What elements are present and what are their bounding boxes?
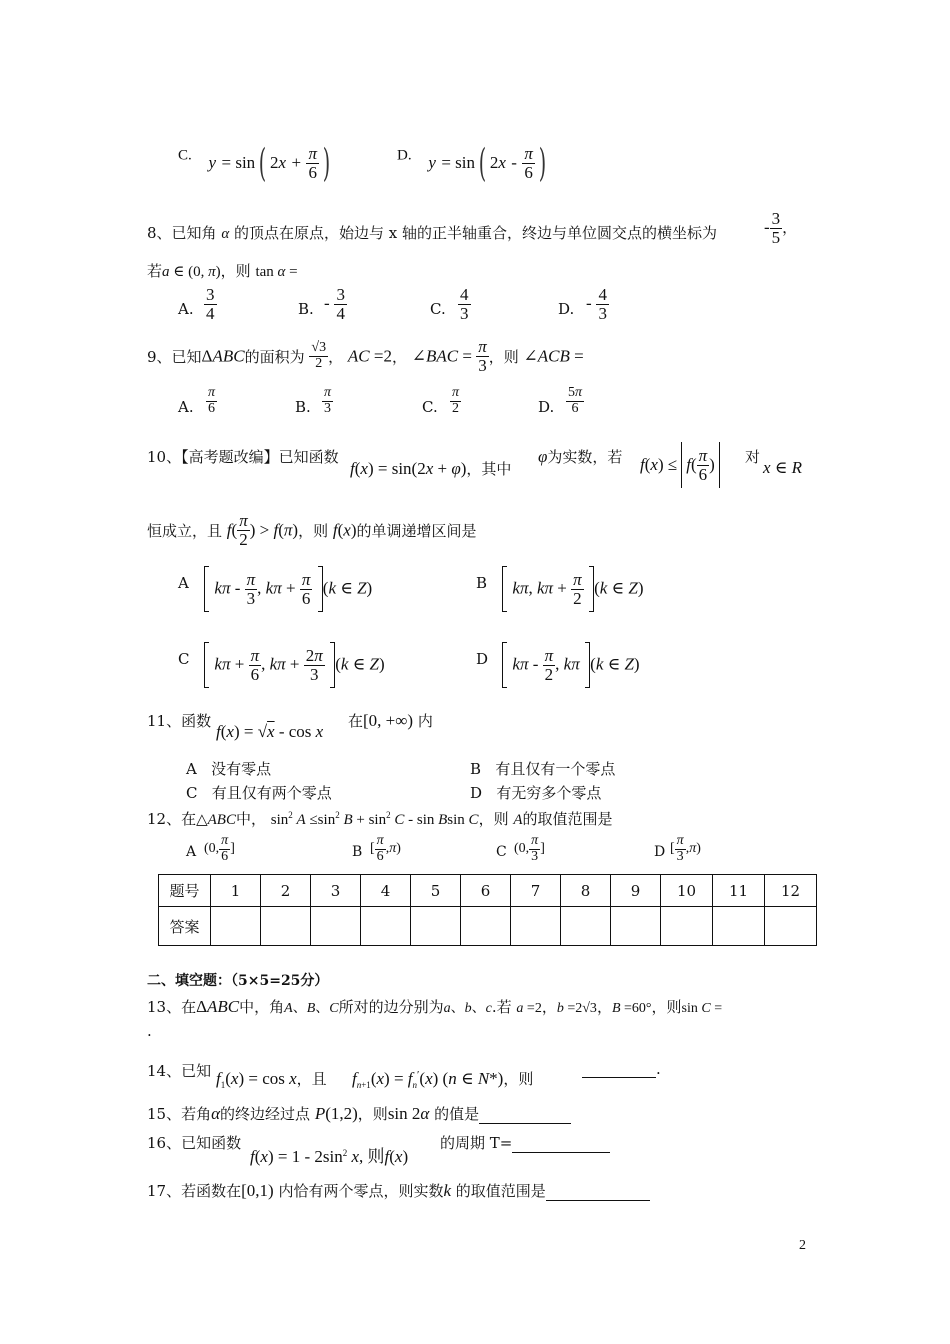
q13-line2: . (147, 1022, 152, 1040)
answer-cell[interactable] (261, 907, 311, 946)
q8-option-b-label: B. (298, 300, 314, 318)
q7-option-c-formula: y = sin( 2x + $\frac{\pi}{6}$ ) (208, 141, 331, 185)
q10-ineq: f(x) ≤ f( $\frac{\pi}{6}$ ) (640, 442, 724, 488)
answer-table-header-number: 题号 (159, 875, 211, 907)
q9-text-a: 9、已知 (147, 347, 202, 366)
answer-cell[interactable] (461, 907, 511, 946)
answer-cell[interactable] (765, 907, 817, 946)
q14-text-b: ，且 (296, 1070, 327, 1088)
q7-option-d (397, 136, 547, 185)
answer-table-number: 8 (561, 875, 611, 907)
answer-table-number: 4 (361, 875, 411, 907)
q8-line1 (147, 222, 717, 243)
answer-table-number: 10 (661, 875, 713, 907)
page-number: 2 (799, 1238, 806, 1253)
answer-table-header-answer: 答案 (159, 907, 211, 946)
q8-line2: 若a ∈ (0, π)，则 tan α = (147, 262, 298, 280)
answer-cell[interactable] (361, 907, 411, 946)
answer-table-number: 11 (713, 875, 765, 907)
q14-text-d: . (656, 1060, 661, 1078)
q10-text-a: 10、【高考题改编】已知函数 (147, 448, 339, 466)
q8-option-d-label: D. (558, 300, 575, 318)
q10-text-c: 为实数，若 (547, 448, 623, 466)
q8-line2-a: 若 (147, 262, 163, 280)
q17-text-c: 的取值范围是 (455, 1182, 546, 1200)
answer-cell[interactable] (511, 907, 561, 946)
q9-text-c: ，则 (488, 347, 519, 366)
q11-interval: 在[0, +∞) 内 (348, 711, 433, 730)
q10-dui (745, 446, 760, 467)
q9-option-a-label: A. (178, 398, 194, 416)
q12-text-b: 中， (235, 810, 266, 828)
q14-line (147, 1060, 211, 1081)
q9-option-b-label: B. (295, 398, 311, 416)
q8-alpha: α (221, 226, 230, 242)
answer-cell[interactable] (611, 907, 661, 946)
q12-option-a-label: A (186, 844, 197, 860)
q13-text-a: 13、在 (147, 998, 197, 1016)
q12-text-a: 12、在△ (147, 810, 208, 828)
q15-text-d: 的值是 (434, 1105, 480, 1123)
q10-func: f(x) = sin(2x + φ)，其中 (350, 459, 512, 478)
q10-domain: x ∈ R (763, 458, 803, 477)
q10-line1 (147, 446, 339, 467)
answer-table-number: 3 (311, 875, 361, 907)
q17-line: 17、若函数在[0,1) 内恰有两个零点，则实数k 的取值范围是 (147, 1180, 650, 1201)
q7-option-c (178, 136, 331, 185)
q10-text-d: 对 (745, 448, 761, 466)
q12-option-b-label: B (352, 844, 363, 860)
q14-text-c: ，则 (503, 1070, 534, 1088)
q9-option-c-label: C. (422, 398, 438, 416)
q10-phi: φ为实数，若 (538, 447, 623, 466)
answer-cell[interactable] (311, 907, 361, 946)
answer-table-number: 6 (461, 875, 511, 907)
answer-table-number: 12 (765, 875, 817, 907)
q11-option-c: C 有且仅有两个零点 (186, 784, 332, 802)
q12-text-d: 的取值范围是 (522, 810, 613, 828)
q14-recur: $f_{n+1}(x) = f_n'(x)$ (n ∈ N*)，则 (352, 1069, 534, 1090)
q11-func: f(x) = √x - cos x (216, 722, 324, 741)
q13-line: 13、在ΔABC中，角A、B、C所对的边分别为a、b、c.若 a =2，b =2√3，B =60°，则sin C = (147, 997, 723, 1016)
q8-option-a-label: A. (178, 300, 194, 318)
q14-f1: $f_1(x) = \cos x$，且 (216, 1069, 327, 1090)
answer-table (158, 874, 817, 946)
q11-line (147, 710, 211, 731)
q10-line2-a: 恒成立，且 (147, 521, 223, 540)
q10-line2: 恒成立，且 f( $\frac{\pi}{2}$ ) > f(π)，则 f(x)的单调递增区间是 (147, 511, 477, 549)
q15-line: 15、若角α的终边经过点 P(1,2)，则sin 2α 的值是 (147, 1103, 571, 1124)
q16-text-a: 16、已知函数 (147, 1134, 242, 1152)
q10-text-b: ，其中 (466, 460, 512, 478)
q10-option-b-label: B (476, 574, 488, 592)
q16-line (147, 1132, 241, 1153)
q14-blank[interactable] (582, 1060, 661, 1078)
q16-func: $f(x) = 1 - 2\sin^2$ x, 则f(x) (250, 1147, 409, 1166)
answer-table-number: 9 (611, 875, 661, 907)
q16-tail (440, 1132, 610, 1153)
q15-text-a: 15、若角 (147, 1105, 212, 1123)
q15-text-c: ，则 (357, 1105, 388, 1123)
q9-line: 9、已知ΔABC的面积为 $\frac{√3}{2}$ ， AC =2， ∠BAC = $\frac{\pi}{3}$ ，则 ∠ACB = (147, 337, 584, 375)
answer-cell[interactable] (661, 907, 713, 946)
q13-text-c: 所对的边分别为 (338, 998, 444, 1016)
q13-text-e: ，则 (651, 998, 682, 1016)
q13-text-b: 中，角 (239, 998, 285, 1016)
answer-table-number: 2 (261, 875, 311, 907)
q11-option-d: D 有无穷多个零点 (470, 784, 602, 802)
q8-text-a: 8、已知角 (147, 224, 217, 242)
q10-option-a-label: A (178, 574, 189, 592)
q16-text-b: 的周期 T= (440, 1134, 513, 1152)
section2-title: 二、填空题：（5×5=25分） (147, 973, 329, 989)
q10-option-d-label: D (476, 650, 489, 668)
q17-text-a: 17、若函数在 (147, 1182, 242, 1200)
q12-line: 12、在△ABC中， $\sin^2 A \le\sin^2$ $B + \sin^2 C - \sin Bsin$ C，则 A的取值范围是 (147, 810, 613, 828)
q17-text-b: 内恰有两个零点，则实数 (278, 1182, 444, 1200)
q11-text-b: 在 (348, 712, 364, 730)
q12-text-c: ，则 (478, 810, 509, 828)
q8-fraction: - $\frac{3}{5}$ ， (764, 209, 798, 247)
q7-option-c-label: C. (178, 147, 192, 164)
q13-text-d: .若 (491, 998, 512, 1016)
q9-option-d-label: D. (538, 398, 555, 416)
answer-table-number: 1 (211, 875, 261, 907)
q10-line2-b: ，则 (298, 521, 329, 540)
q14-text-a: 14、已知 (147, 1062, 212, 1080)
q8-option-c-label: C. (430, 300, 446, 318)
q16-blank[interactable] (512, 1136, 610, 1153)
answer-table-answer-row (159, 907, 817, 946)
q12-option-d-label: D (654, 844, 666, 860)
q17-blank[interactable] (546, 1184, 650, 1201)
q11-option-a: A 没有零点 (186, 760, 272, 778)
answer-cell[interactable] (713, 907, 765, 946)
q8-text-b: 的顶点在原点，始边与 x 轴的正半轴重合，终边与单位圆交点的横坐标为 (233, 224, 717, 242)
q10-line2-c: 的单调递增区间是 (356, 521, 477, 540)
q11-text-c: 内 (417, 712, 433, 730)
q15-blank[interactable] (479, 1107, 571, 1124)
q15-text-b: 的终边经过点 (220, 1105, 311, 1123)
q7-option-d-formula: y = sin( 2x - $\frac{\pi}{6}$ ) (428, 141, 547, 185)
answer-table-number: 5 (411, 875, 461, 907)
answer-cell[interactable] (411, 907, 461, 946)
answer-table-number-row (159, 875, 817, 907)
answer-cell[interactable] (211, 907, 261, 946)
q10-option-c-label: C (178, 650, 190, 668)
q7-option-d-label: D. (397, 147, 412, 164)
q11-text-a: 11、函数 (147, 712, 212, 730)
q11-option-b: B 有且仅有一个零点 (470, 760, 616, 778)
answer-cell[interactable] (561, 907, 611, 946)
q9-text-b: 的面积为 (244, 347, 305, 366)
q8-line2-b: ，则 (220, 262, 251, 280)
q12-option-c-label: C (496, 844, 507, 860)
answer-table-number: 7 (511, 875, 561, 907)
